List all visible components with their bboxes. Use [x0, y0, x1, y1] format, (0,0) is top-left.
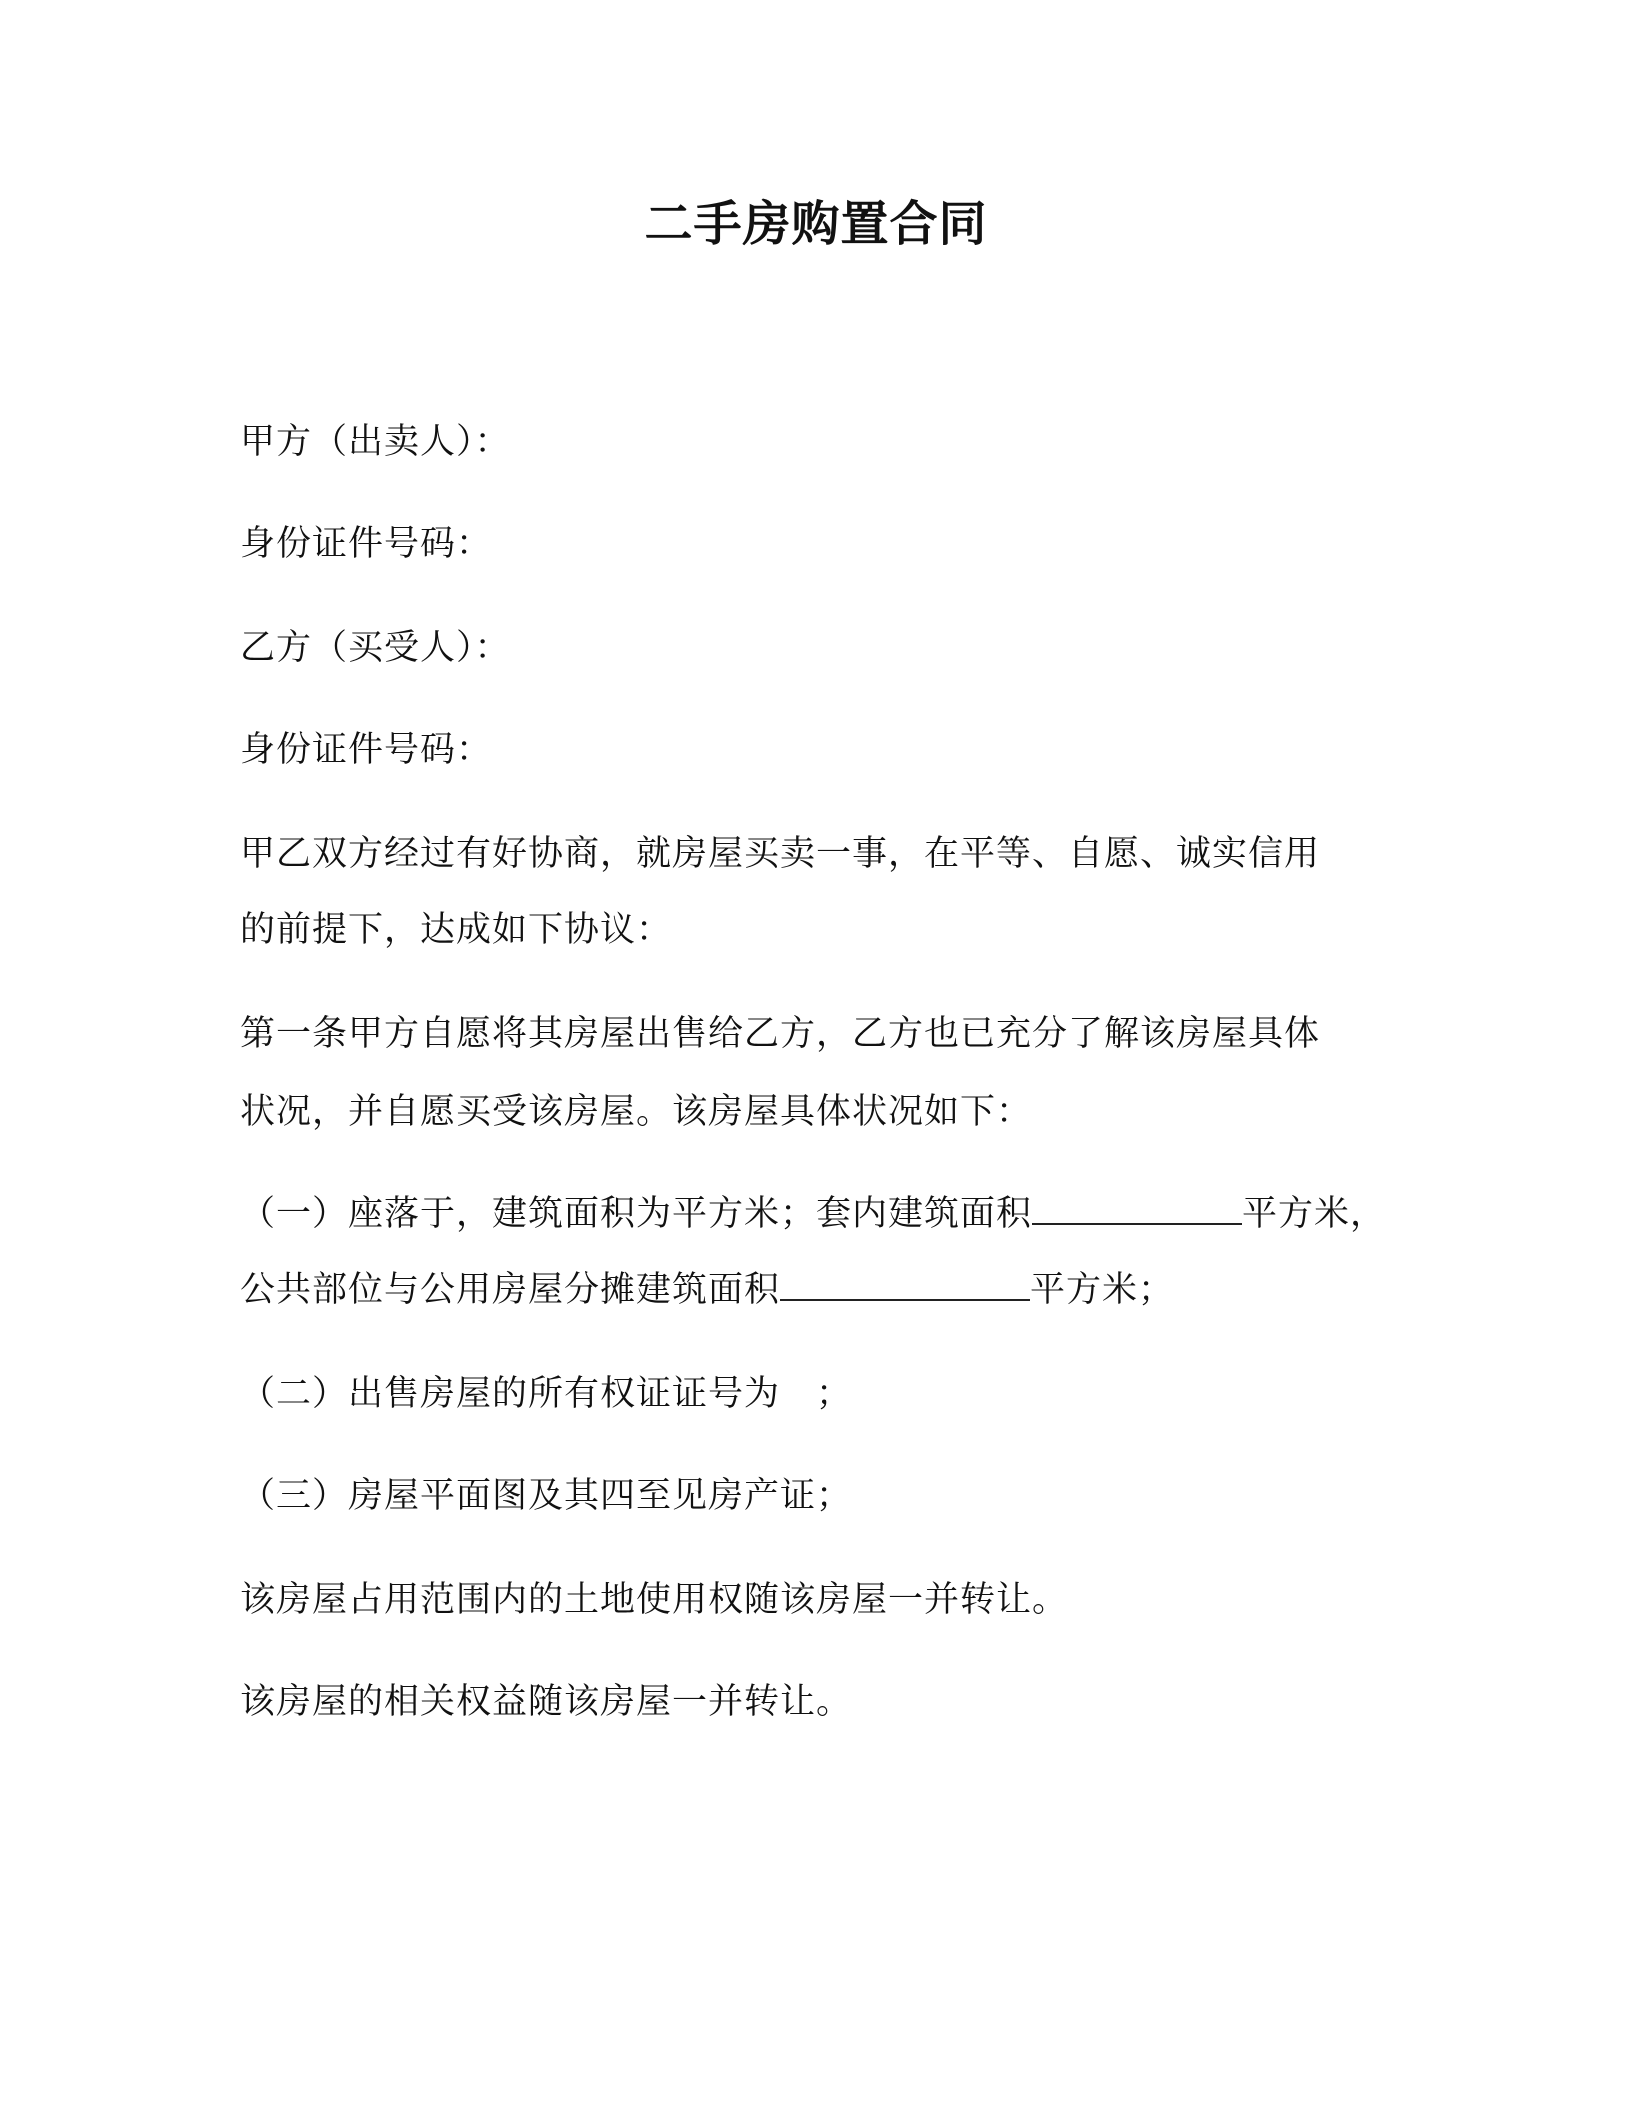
intro-paragraph-line-1: 甲乙双方经过有好协商，就房屋买卖一事，在平等、自愿、诚实信用	[240, 834, 1321, 874]
inner-area-blank	[1032, 1193, 1242, 1225]
party-b-line: 乙方（买受人）：	[240, 628, 511, 668]
party-a-line: 甲方（出卖人）：	[240, 422, 511, 462]
party-b-id-line: 身份证件号码：	[240, 730, 493, 770]
shared-area-label: 公共部位与公用房屋分摊建筑面积	[240, 1270, 781, 1310]
land-transfer-line: 该房屋占用范围内的土地使用权随该房屋一并转让。	[240, 1580, 1069, 1620]
item-1-line-2	[240, 1266, 1174, 1314]
rights-transfer-line: 该房屋的相关权益随该房屋一并转让。	[240, 1682, 853, 1722]
item-1-line-1	[240, 1190, 1386, 1238]
intro-paragraph-line-2: 的前提下，达成如下协议：	[240, 910, 673, 950]
article-1-line-1: 第一条甲方自愿将其房屋出售给乙方，乙方也已充分了解该房屋具体	[240, 1014, 1321, 1054]
item-3-line: （三）房屋平面图及其四至见房产证；	[240, 1476, 853, 1516]
shared-area-blank	[780, 1269, 1030, 1301]
item-1-text: （一）座落于，建筑面积为平方米；套内建筑面积	[240, 1194, 1033, 1234]
shared-area-unit: 平方米；	[1030, 1270, 1175, 1310]
party-a-id-line: 身份证件号码：	[240, 524, 493, 564]
document-title: 二手房购置合同	[644, 196, 988, 252]
article-1-line-2: 状况，并自愿买受该房屋。该房屋具体状况如下：	[240, 1092, 1033, 1132]
item-1-unit: 平方米，	[1242, 1194, 1387, 1234]
item-2-line: （二）出售房屋的所有权证证号为 ；	[240, 1374, 853, 1414]
